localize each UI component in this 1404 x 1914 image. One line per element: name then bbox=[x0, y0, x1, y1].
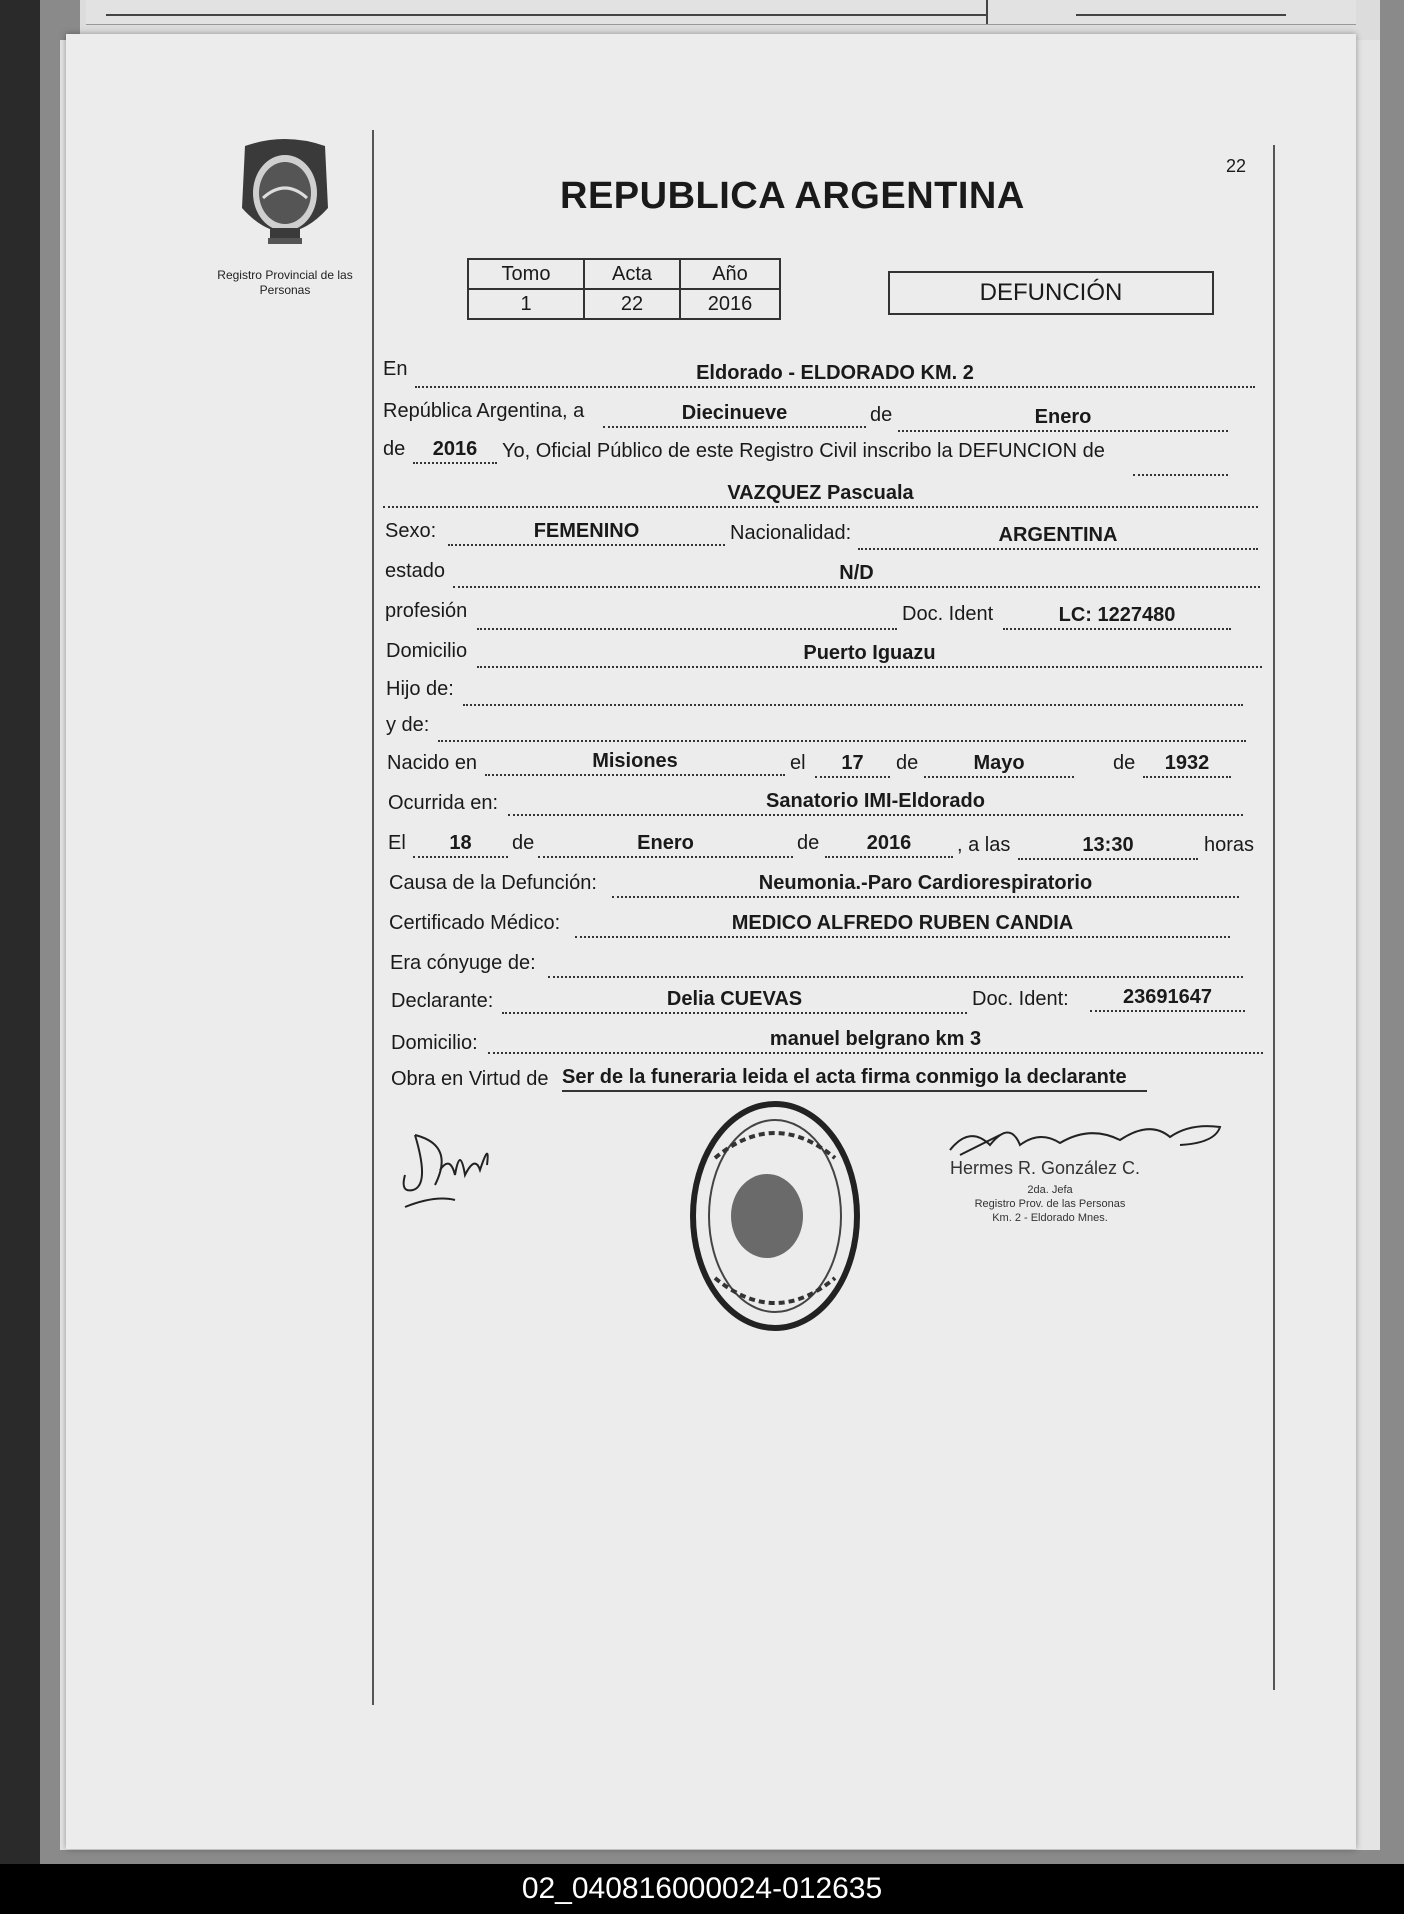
death-month-field: Enero bbox=[538, 830, 793, 858]
en-label: En bbox=[383, 358, 408, 380]
nacionalidad-field: ARGENTINA bbox=[858, 522, 1258, 550]
table-header: Tomo bbox=[468, 259, 584, 289]
hijo-field bbox=[463, 678, 1243, 706]
official-title: 2da. Jefa bbox=[1027, 1184, 1073, 1196]
previous-page-strip bbox=[86, 0, 1356, 25]
sexo-field: FEMENINO bbox=[448, 518, 725, 546]
ocurrida-label: Ocurrida en: bbox=[388, 792, 499, 814]
month-word-field: Enero bbox=[898, 404, 1228, 432]
republica-label: República Argentina, a bbox=[383, 400, 585, 422]
profesion-label: profesión bbox=[385, 600, 468, 622]
declarante-label: Declarante: bbox=[391, 990, 494, 1012]
obra-field: Ser de la funeraria leida el acta firma conmigo la declarante bbox=[562, 1064, 1147, 1092]
de-label: de bbox=[870, 404, 893, 426]
domicilio-field: Puerto Iguazu bbox=[477, 640, 1262, 668]
de-label: de bbox=[512, 832, 535, 854]
sexo-label: Sexo: bbox=[385, 520, 437, 542]
el-label: El bbox=[388, 832, 406, 854]
official-office: Registro Prov. de las Personas bbox=[974, 1198, 1126, 1210]
decl-doc-field: 23691647 bbox=[1090, 984, 1245, 1012]
death-day-field: 18 bbox=[413, 830, 508, 858]
table-row bbox=[468, 289, 780, 319]
birth-year-field: 1932 bbox=[1143, 750, 1231, 778]
official-name: Hermes R. González C. bbox=[950, 1158, 1141, 1178]
nacionalidad-label: Nacionalidad: bbox=[730, 522, 852, 544]
de-label: de bbox=[383, 438, 406, 460]
table-header: Acta bbox=[584, 259, 680, 289]
declarant-signature-icon bbox=[395, 1115, 515, 1215]
nacido-place-field: Misiones bbox=[485, 748, 785, 776]
document-id: 02_040816000024-012635 bbox=[0, 1864, 1404, 1914]
causa-label: Causa de la Defunción: bbox=[389, 872, 597, 894]
birth-day-field: 17 bbox=[815, 750, 890, 778]
domicilio-label: Domicilio bbox=[386, 640, 468, 662]
place-field: Eldorado - ELDORADO KM. 2 bbox=[415, 360, 1255, 388]
certificado-field: MEDICO ALFREDO RUBEN CANDIA bbox=[575, 910, 1230, 938]
page-number: 22 bbox=[1226, 156, 1247, 176]
table-cell: 2016 bbox=[680, 289, 780, 319]
death-year-field: 2016 bbox=[825, 830, 953, 858]
table-cell: 22 bbox=[584, 289, 680, 319]
provincial-seal-icon bbox=[230, 138, 340, 258]
table-header-row bbox=[468, 259, 780, 289]
horas-label: horas bbox=[1204, 834, 1255, 856]
a-las-label: , a las bbox=[957, 834, 1011, 856]
year-field: 2016 bbox=[413, 436, 497, 464]
left-margin-line bbox=[372, 130, 374, 1705]
hijo-label: Hijo de: bbox=[386, 678, 454, 700]
decl-domicilio-field: manuel belgrano km 3 bbox=[488, 1026, 1263, 1054]
record-type-box: DEFUNCIÓN bbox=[888, 271, 1214, 315]
de-label: de bbox=[896, 752, 919, 774]
de-label: de bbox=[1113, 752, 1136, 774]
certificado-label: Certificado Médico: bbox=[389, 912, 561, 934]
estado-label: estado bbox=[385, 560, 446, 582]
el-label: el bbox=[790, 752, 806, 774]
deceased-name-field: VAZQUEZ Pascuala bbox=[383, 480, 1258, 508]
day-word-field: Diecinueve bbox=[603, 400, 866, 428]
defuncion-de-field bbox=[1133, 448, 1228, 476]
estado-field: N/D bbox=[453, 560, 1260, 588]
conyuge-label: Era cónyuge de: bbox=[390, 952, 536, 974]
doc-ident-label: Doc. Ident bbox=[902, 603, 994, 625]
de-label: de bbox=[797, 832, 820, 854]
death-time-field: 13:30 bbox=[1018, 832, 1198, 860]
registry-name: Registro Provincial de las Personas bbox=[217, 268, 353, 297]
record-index-table bbox=[467, 258, 781, 320]
right-margin-line bbox=[1273, 145, 1275, 1690]
page-title: REPUBLICA ARGENTINA bbox=[560, 175, 1025, 217]
decl-domicilio-label: Domicilio: bbox=[391, 1032, 478, 1054]
nacido-label: Nacido en bbox=[387, 752, 478, 774]
obra-label: Obra en Virtud de bbox=[391, 1068, 549, 1090]
official-info bbox=[950, 1183, 1150, 1225]
binder-edge bbox=[0, 0, 40, 1864]
ocurrida-field: Sanatorio IMI-Eldorado bbox=[508, 788, 1243, 816]
doc-ident-field: LC: 1227480 bbox=[1003, 602, 1231, 630]
y-de-field bbox=[438, 714, 1246, 742]
table-cell: 1 bbox=[468, 289, 584, 319]
yo-text: Yo, Oficial Público de este Registro Civil inscribo la DEFUNCION de bbox=[502, 440, 1105, 462]
profesion-field bbox=[477, 602, 897, 630]
y-de-label: y de: bbox=[386, 714, 430, 736]
causa-field: Neumonia.-Paro Cardiorespiratorio bbox=[612, 870, 1239, 898]
table-header: Año bbox=[680, 259, 780, 289]
decl-doc-label: Doc. Ident: bbox=[972, 988, 1069, 1010]
official-stamp-icon bbox=[685, 1098, 865, 1338]
official-location: Km. 2 - Eldorado Mnes. bbox=[992, 1212, 1108, 1224]
conyuge-field bbox=[548, 950, 1243, 978]
birth-month-field: Mayo bbox=[924, 750, 1074, 778]
declarante-field: Delia CUEVAS bbox=[502, 986, 967, 1014]
